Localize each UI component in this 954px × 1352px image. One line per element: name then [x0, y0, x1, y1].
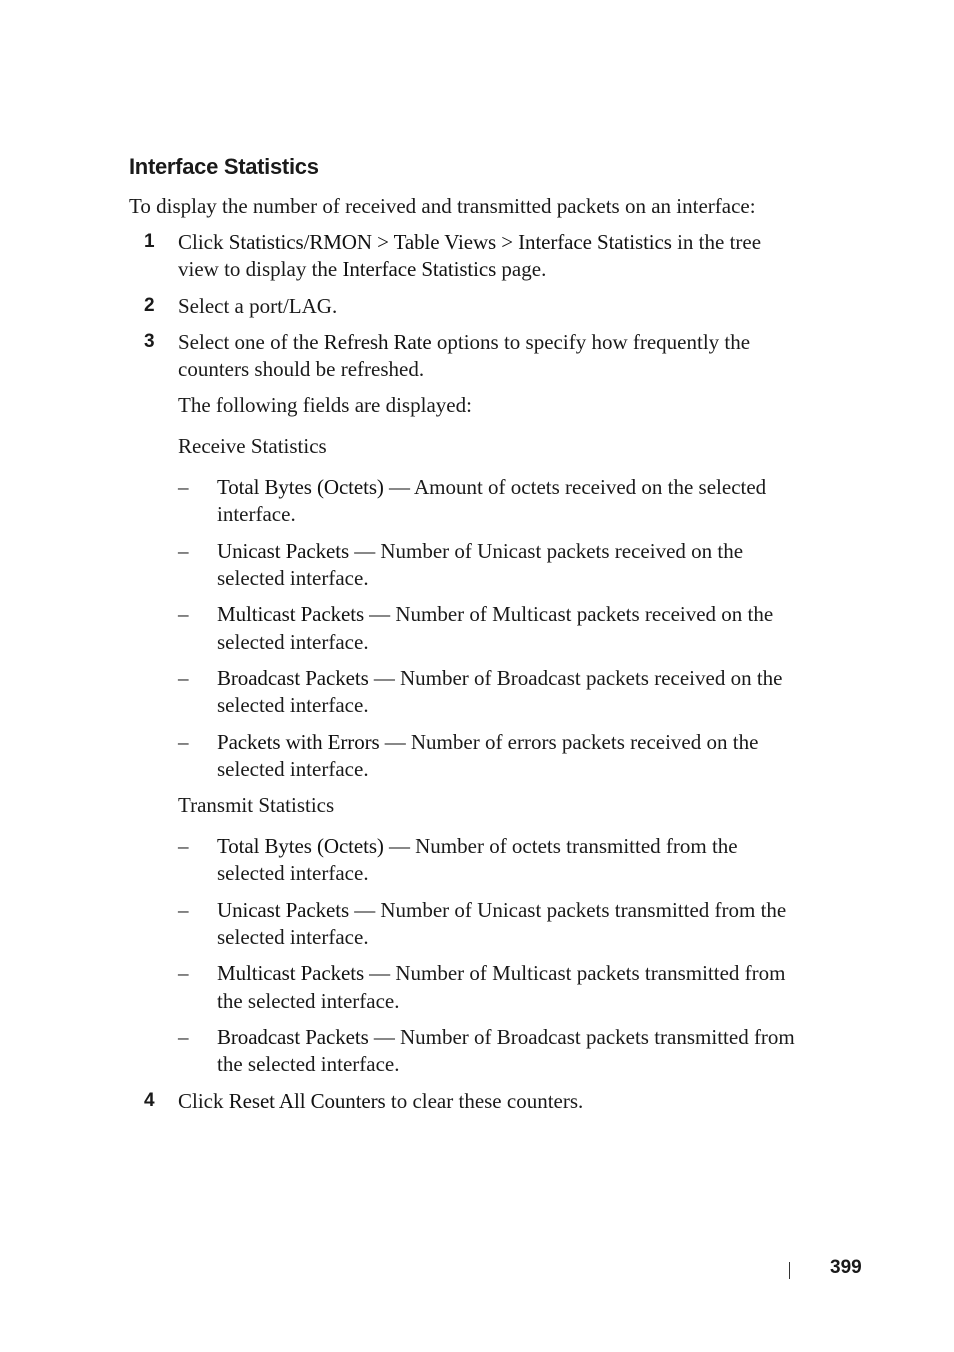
section-heading: Interface Statistics: [129, 154, 319, 179]
receive-statistics-heading: Receive Statistics: [178, 434, 327, 458]
field-description: Number of errors packets received on the: [405, 730, 759, 754]
step-text: Click: [178, 1089, 229, 1113]
dash-bullet: –: [178, 602, 189, 626]
step-number: 3: [144, 331, 155, 352]
ui-button-name: Reset All Counters: [228, 1089, 386, 1113]
step-text: options to specify how frequently the: [431, 330, 751, 354]
field-description: Amount of octets received on the selected: [409, 475, 767, 499]
step-text: in the tree: [671, 230, 762, 254]
step-3-line-1: [178, 328, 750, 356]
dash-bullet: –: [178, 961, 189, 985]
receive-item-line-2: interface.: [217, 502, 296, 526]
step-1-line-2: [178, 255, 546, 283]
transmit-item-line-2: selected interface.: [217, 861, 369, 885]
field-term: Unicast Packets —: [217, 539, 376, 563]
receive-item-line-1: [217, 473, 766, 501]
receive-item-line-1: [217, 600, 773, 628]
step-text: Click: [178, 230, 229, 254]
field-term: Packets with Errors —: [217, 730, 406, 754]
dash-bullet: –: [178, 666, 189, 690]
field-description: Number of Broadcast packets transmitted from: [394, 1025, 795, 1049]
dash-bullet: –: [178, 475, 189, 499]
footer-divider: [789, 1262, 790, 1279]
field-term: Multicast Packets —: [217, 602, 391, 626]
field-description: Number of Multicast packets transmitted from: [390, 961, 786, 985]
dash-bullet: –: [178, 730, 189, 754]
step-2-text: Select a port/LAG.: [178, 294, 338, 318]
receive-item-line-1: [217, 664, 782, 692]
field-term: Broadcast Packets —: [217, 666, 395, 690]
transmit-statistics-heading: Transmit Statistics: [178, 793, 335, 817]
receive-item-line-1: [217, 537, 743, 565]
intro-paragraph: To display the number of received and transmitted packets on an interface:: [129, 194, 756, 218]
transmit-item-line-1: [217, 1023, 795, 1051]
field-term: Broadcast Packets —: [217, 1025, 395, 1049]
field-description: Number of octets transmitted from the: [409, 834, 738, 858]
page-number: 399: [830, 1257, 862, 1278]
transmit-item-line-1: [217, 959, 785, 987]
dash-bullet: –: [178, 539, 189, 563]
step-number: 2: [144, 295, 155, 316]
dash-bullet: –: [178, 834, 189, 858]
transmit-item-line-2: selected interface.: [217, 925, 369, 949]
transmit-item-line-2: the selected interface.: [217, 989, 400, 1013]
step-text: page.: [496, 257, 547, 281]
transmit-item-line-2: the selected interface.: [217, 1052, 400, 1076]
fields-intro: The following fields are displayed:: [178, 393, 472, 417]
field-description: Number of Broadcast packets received on the: [394, 666, 783, 690]
step-number: 4: [144, 1090, 155, 1111]
receive-item-line-1: [217, 728, 758, 756]
field-description: Number of Unicast packets transmitted from the: [375, 898, 787, 922]
field-description: Number of Unicast packets received on the: [375, 539, 744, 563]
step-4-text: [178, 1087, 583, 1115]
ui-field-name: Refresh Rate: [323, 330, 432, 354]
dash-bullet: –: [178, 898, 189, 922]
step-number: 1: [144, 231, 155, 252]
transmit-item-line-1: [217, 896, 786, 924]
ui-path: Statistics/RMON > Table Views > Interface Statistics: [228, 230, 672, 254]
transmit-item-line-1: [217, 832, 738, 860]
field-term: Unicast Packets —: [217, 898, 376, 922]
field-term: Total Bytes (Octets) —: [217, 834, 410, 858]
step-text: to clear these counters.: [385, 1089, 584, 1113]
receive-item-line-2: selected interface.: [217, 757, 369, 781]
field-term: Total Bytes (Octets) —: [217, 475, 410, 499]
receive-item-line-2: selected interface.: [217, 566, 369, 590]
step-1-line-1: [178, 228, 761, 256]
field-description: Number of Multicast packets received on the: [390, 602, 774, 626]
ui-page-name: Interface Statistics: [342, 257, 497, 281]
step-text: view to display the: [178, 257, 343, 281]
dash-bullet: –: [178, 1025, 189, 1049]
receive-item-line-2: selected interface.: [217, 693, 369, 717]
step-text: Select one of the: [178, 330, 324, 354]
receive-item-line-2: selected interface.: [217, 630, 369, 654]
field-term: Multicast Packets —: [217, 961, 391, 985]
step-3-line-2: counters should be refreshed.: [178, 357, 425, 381]
